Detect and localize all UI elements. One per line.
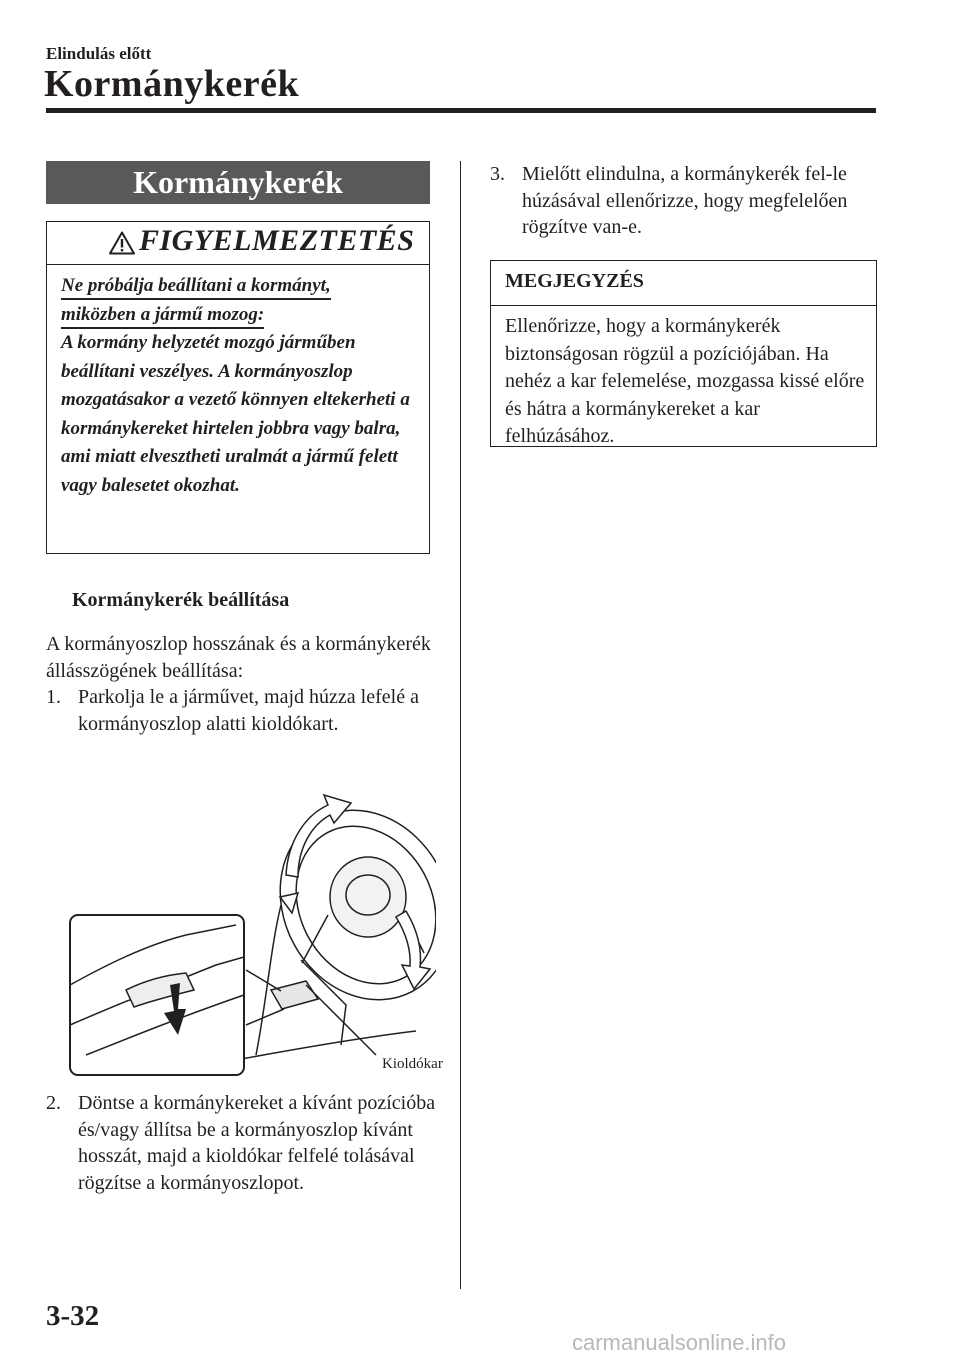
step-2 — [46, 1090, 436, 1196]
warning-box — [46, 221, 430, 554]
step-number: 1. — [46, 686, 61, 708]
note-text: Ellenőrizze, hogy a kormánykerék biztonságosan rögzül a pozíciójában. Ha nehéz a kar felemelése, mozgassa kissé előre és hátra a kormánykereket a kar felhúzásához. — [505, 315, 865, 447]
step-number: 3. — [490, 163, 505, 185]
step-text: Mielőtt elindulna, a kormánykerék fel-le húzásával ellenőrizze, hogy megfelelően rögzítve van-e. — [522, 163, 848, 238]
column-divider — [460, 161, 461, 1289]
note-title: MEGJEGYZÉS — [505, 270, 644, 292]
steering-adjustment-illustration — [66, 785, 436, 1077]
step-3 — [490, 161, 880, 241]
warning-header — [47, 222, 429, 265]
subsection-title: Kormánykerék beállítása — [72, 589, 290, 611]
warning-title: FIGYELMEZTETÉS — [139, 224, 415, 257]
page-title: Kormánykerék — [44, 63, 300, 105]
note-box — [490, 260, 877, 447]
intro-paragraph: A kormányoszlop hosszának és a kormánykerék állásszögének beállítása: — [46, 633, 431, 682]
step-number: 2. — [46, 1092, 61, 1114]
breadcrumb: Elindulás előtt — [46, 44, 152, 63]
step-text: Parkolja le a járművet, majd húzza lefelé a kormányoszlop alatti kioldókart. — [78, 686, 419, 735]
step-text: Döntse a kormánykereket a kívánt pozícióba és/vagy állítsa be a kormányoszlop kívánt hosszát, majd a kioldókar felfelé tolásával rögzítse a kormányoszlopot. — [78, 1092, 436, 1194]
page-number: 3-32 — [46, 1300, 100, 1332]
warning-triangle-icon — [109, 231, 135, 255]
warning-lead-line-2: miközben a jármű mozog: — [61, 302, 264, 329]
section-banner: Kormánykerék — [46, 161, 430, 204]
warning-body: A kormány helyzetét mozgó járműben beállítani veszélyes. A kormányoszlop mozgatásakor a vezető könnyen eltekerheti a kormánykereket hirtelen jobbra vagy balra, ami miatt elvesztheti uralmát a jármű felett vagy balesetet okozhat. — [61, 332, 410, 496]
warning-lead-line-1: Ne próbálja beállítani a kormányt, — [61, 273, 331, 300]
step-1 — [46, 684, 436, 737]
note-header — [491, 261, 876, 306]
warning-text — [61, 272, 421, 500]
title-divider — [46, 108, 876, 113]
figure-caption: Kioldókar — [382, 1056, 443, 1072]
watermark-text: carmanualsonline.info — [572, 1330, 787, 1355]
